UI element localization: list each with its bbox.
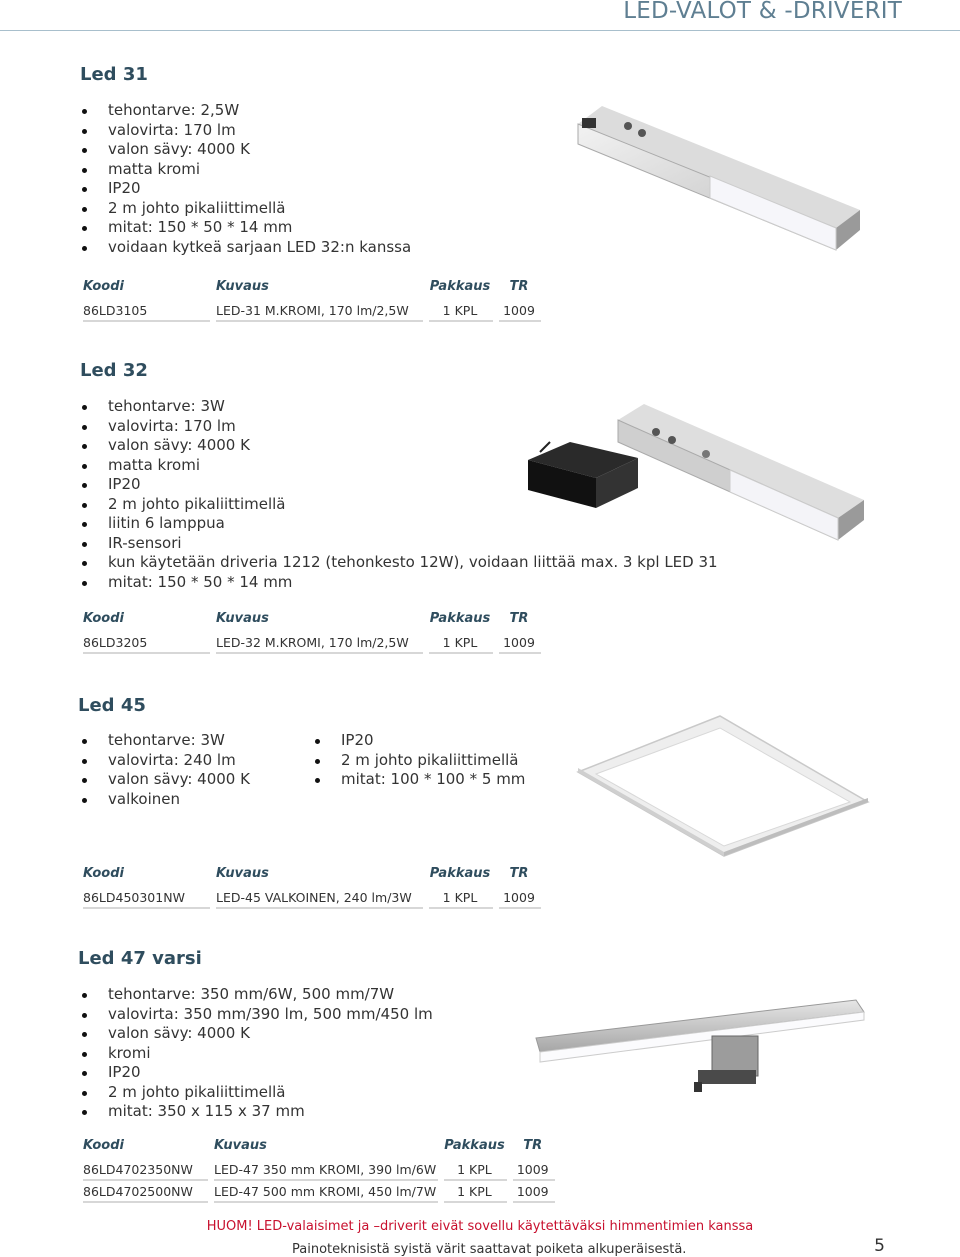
feature-item: matta kromi: [80, 160, 411, 180]
feature-item: IP20: [80, 475, 718, 495]
col-header-code: Koodi: [83, 866, 124, 881]
product-table-led45: [77, 866, 547, 909]
feature-item: valovirta: 350 mm/390 lm, 500 mm/450 lm: [80, 1005, 433, 1025]
cell-desc: LED-47 350 mm KROMI, 390 lm/6W: [214, 1159, 438, 1181]
feature-item: valon sävy: 4000 K: [80, 436, 718, 456]
feature-item: IP20: [80, 179, 411, 199]
col-header-pack: Pakkaus: [429, 611, 491, 626]
section-title-led31: Led 31: [80, 64, 148, 85]
feature-item: tehontarve: 3W: [80, 397, 718, 417]
cell-pack: 1 KPL: [429, 632, 493, 654]
feature-item: valkoinen: [80, 790, 250, 810]
cell-pack: 1 KPL: [444, 1181, 507, 1203]
product-table-led47: [77, 1138, 561, 1203]
table-row: [83, 1159, 555, 1181]
dimmer-warning-note: HUOM! LED-valaisimet ja –driverit eivät sovellu käytettäväksi himmentimien kanssa: [206, 1219, 754, 1234]
led47-product-image: [530, 990, 870, 1100]
feature-item: matta kromi: [80, 456, 718, 476]
col-header-pack: Pakkaus: [429, 866, 491, 881]
led32-product-image: [520, 390, 870, 550]
feature-item: mitat: 350 x 115 x 37 mm: [80, 1102, 433, 1122]
col-header-code: Koodi: [83, 279, 124, 294]
cell-tr: 1009: [499, 300, 541, 322]
cell-code: 86LD4702350NW: [83, 1159, 208, 1181]
cell-code: 86LD3205: [83, 632, 210, 654]
feature-item: tehontarve: 3W: [80, 731, 250, 751]
feature-item: valovirta: 240 lm: [80, 751, 250, 771]
page-number: 5: [874, 1236, 885, 1256]
col-header-desc: Kuvaus: [216, 866, 269, 881]
feature-item: tehontarve: 350 mm/6W, 500 mm/7W: [80, 985, 433, 1005]
cell-pack: 1 KPL: [429, 300, 493, 322]
col-header-code: Koodi: [83, 1138, 124, 1153]
table-row: [83, 300, 541, 322]
col-header-desc: Kuvaus: [216, 279, 269, 294]
cell-pack: 1 KPL: [444, 1159, 507, 1181]
feature-item: IP20: [313, 731, 525, 751]
feature-item: tehontarve: 2,5W: [80, 101, 411, 121]
col-header-tr: TR: [509, 279, 529, 294]
col-header-pack: Pakkaus: [429, 279, 491, 294]
feature-item: kromi: [80, 1044, 433, 1064]
cell-desc: LED-45 VALKOINEN, 240 lm/3W: [216, 887, 423, 909]
product-table-led32: [77, 611, 547, 654]
feature-item: 2 m johto pikaliittimellä: [313, 751, 525, 771]
cell-code: 86LD3105: [83, 300, 210, 322]
feature-item: IP20: [80, 1063, 433, 1083]
feature-item: valovirta: 170 lm: [80, 121, 411, 141]
feature-list-led31: [80, 101, 411, 257]
feature-list-led47: [80, 985, 433, 1122]
section-title-led32: Led 32: [80, 360, 148, 381]
col-header-desc: Kuvaus: [214, 1138, 267, 1153]
section-title-led45: Led 45: [78, 695, 146, 716]
feature-item: liitin 6 lamppua: [80, 514, 718, 534]
led31-product-image: [560, 78, 872, 268]
col-header-tr: TR: [509, 866, 529, 881]
feature-item: voidaan kytkeä sarjaan LED 32:n kanssa: [80, 238, 411, 258]
feature-item: 2 m johto pikaliittimellä: [80, 199, 411, 219]
cell-tr: 1009: [513, 1181, 555, 1203]
cell-desc: LED-32 M.KROMI, 170 lm/2,5W: [216, 632, 423, 654]
table-row: [83, 632, 541, 654]
feature-item: kun käytetään driveria 1212 (tehonkesto 12W), voidaan liittää max. 3 kpl LED 31: [80, 553, 718, 573]
cell-desc: LED-31 M.KROMI, 170 lm/2,5W: [216, 300, 423, 322]
cell-tr: 1009: [499, 632, 541, 654]
feature-item: valovirta: 170 lm: [80, 417, 718, 437]
cell-tr: 1009: [499, 887, 541, 909]
feature-list-led45-left: [80, 731, 250, 809]
feature-item: mitat: 150 * 50 * 14 mm: [80, 573, 718, 593]
col-header-tr: TR: [523, 1138, 543, 1153]
col-header-desc: Kuvaus: [216, 611, 269, 626]
col-header-code: Koodi: [83, 611, 124, 626]
table-row: [83, 1181, 555, 1203]
table-row: [83, 887, 541, 909]
feature-item: valon sävy: 4000 K: [80, 140, 411, 160]
feature-item: valon sävy: 4000 K: [80, 1024, 433, 1044]
cell-desc: LED-47 500 mm KROMI, 450 lm/7W: [214, 1181, 438, 1203]
cell-code: 86LD450301NW: [83, 887, 210, 909]
cell-code: 86LD4702500NW: [83, 1181, 208, 1203]
feature-item: mitat: 100 * 100 * 5 mm: [313, 770, 525, 790]
col-header-pack: Pakkaus: [444, 1138, 505, 1153]
feature-item: valon sävy: 4000 K: [80, 770, 250, 790]
feature-item: 2 m johto pikaliittimellä: [80, 495, 718, 515]
col-header-tr: TR: [509, 611, 529, 626]
section-title-led47: Led 47 varsi: [78, 948, 202, 969]
feature-item: IR-sensori: [80, 534, 718, 554]
header-title: LED-VALOT & -DRIVERIT: [623, 0, 902, 24]
product-table-led31: [77, 279, 547, 322]
cell-tr: 1009: [513, 1159, 555, 1181]
feature-list-led45-right: [313, 731, 525, 790]
feature-item: 2 m johto pikaliittimellä: [80, 1083, 433, 1103]
feature-item: mitat: 150 * 50 * 14 mm: [80, 218, 411, 238]
led45-product-image: [572, 710, 872, 858]
header-divider: [0, 30, 960, 31]
cell-pack: 1 KPL: [429, 887, 493, 909]
color-disclaimer: Painoteknisistä syistä värit saattavat poiketa alkuperäisestä.: [292, 1242, 687, 1257]
